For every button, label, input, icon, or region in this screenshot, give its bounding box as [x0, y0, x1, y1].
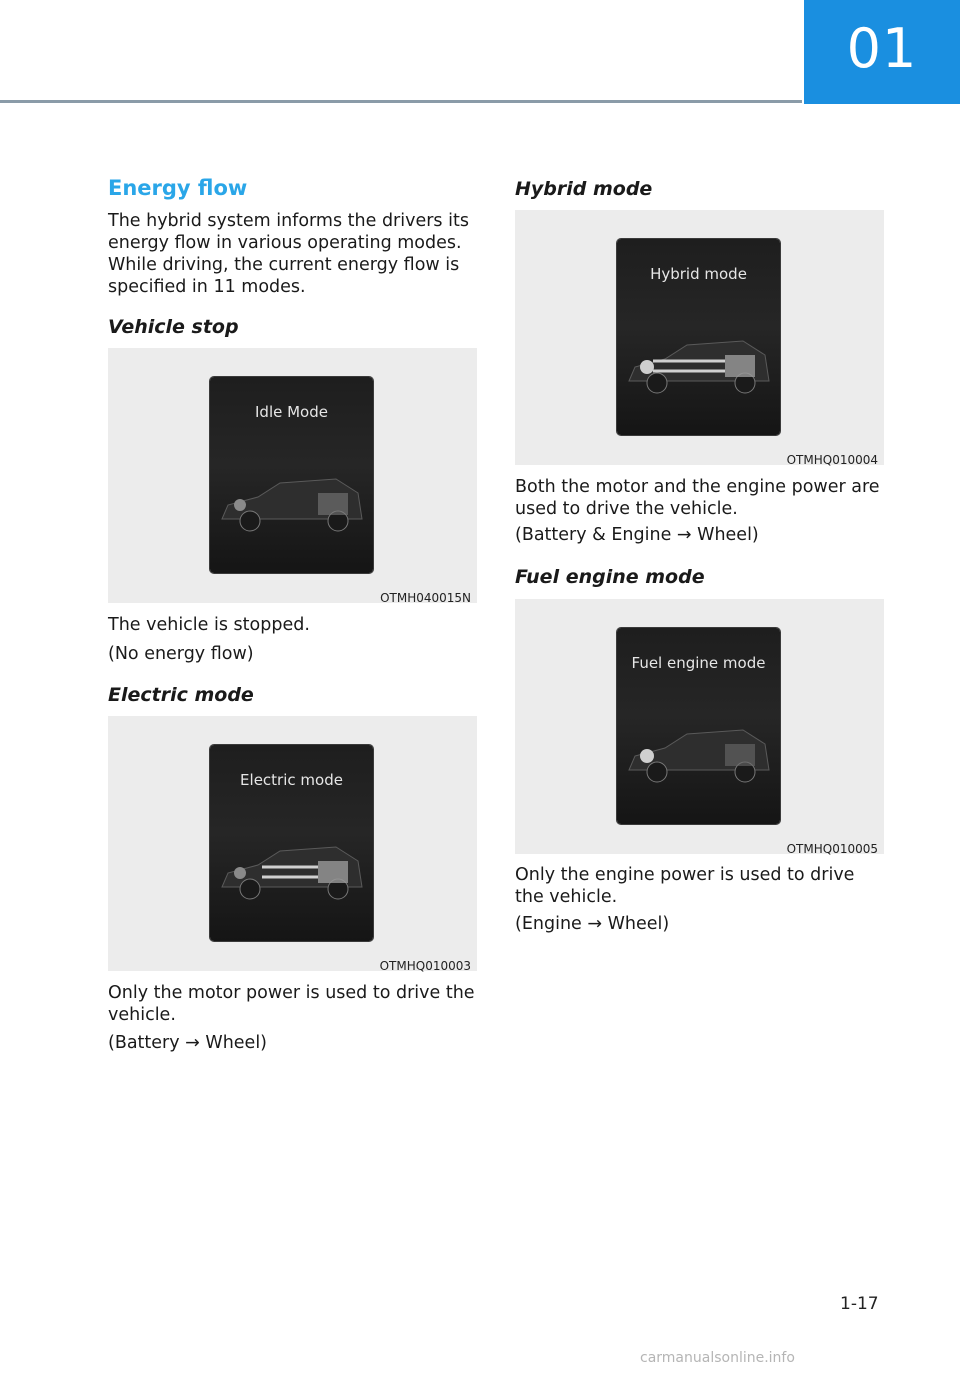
- subhead-electric-mode: Electric mode: [108, 684, 254, 706]
- subhead-vehicle-stop: Vehicle stop: [108, 316, 239, 338]
- figure-code: OTMHQ010005: [786, 842, 878, 856]
- cluster-screen: [617, 628, 780, 824]
- chapter-number: 01: [846, 16, 918, 80]
- mode-flow: (Engine → Wheel): [515, 914, 670, 934]
- mode-description: Both the motor and the engine power are used to drive the vehicle.: [515, 477, 880, 519]
- figure-code: OTMHQ010003: [379, 959, 471, 973]
- figure-code: OTMH040015N: [380, 591, 471, 605]
- screen-label: Electric mode: [240, 771, 343, 789]
- page-number: 1-17: [840, 1294, 879, 1314]
- header-rule: [0, 100, 802, 103]
- mode-flow: (Battery → Wheel): [108, 1033, 268, 1053]
- mode-description: Only the engine power is used to drive the vehicle.: [515, 865, 855, 907]
- figure-idle-mode: [108, 348, 477, 603]
- cluster-screen: [210, 745, 373, 941]
- car-silhouette-icon: [218, 843, 366, 909]
- watermark: carmanualsonline.info: [640, 1350, 795, 1366]
- section-title: Energy flow: [108, 176, 248, 200]
- mode-flow: (Battery & Engine → Wheel): [515, 525, 759, 545]
- screen-label: Idle Mode: [255, 403, 328, 421]
- cluster-screen: [617, 239, 780, 435]
- car-silhouette-icon: [625, 337, 773, 403]
- screen-label: Hybrid mode: [650, 265, 747, 283]
- screen-label: Fuel engine mode: [631, 654, 766, 672]
- car-silhouette-icon: [218, 475, 366, 541]
- figure-hybrid-mode: [515, 210, 884, 465]
- cluster-screen: [210, 377, 373, 573]
- subhead-fuel-engine-mode: Fuel engine mode: [515, 566, 705, 588]
- mode-description: The vehicle is stopped.: [108, 615, 310, 635]
- figure-electric-mode: [108, 716, 477, 971]
- mode-description: Only the motor power is used to drive the vehicle.: [108, 983, 475, 1025]
- intro-paragraph: The hybrid system informs the drivers its energy flow in various operating modes. While driving, the current energy flow is specified in 11 modes.: [108, 211, 469, 297]
- chapter-tab: [804, 0, 960, 104]
- subhead-hybrid-mode: Hybrid mode: [515, 178, 653, 200]
- mode-flow: (No energy flow): [108, 644, 254, 664]
- figure-fuel-engine-mode: [515, 599, 884, 854]
- car-silhouette-icon: [625, 726, 773, 792]
- figure-code: OTMHQ010004: [786, 453, 878, 467]
